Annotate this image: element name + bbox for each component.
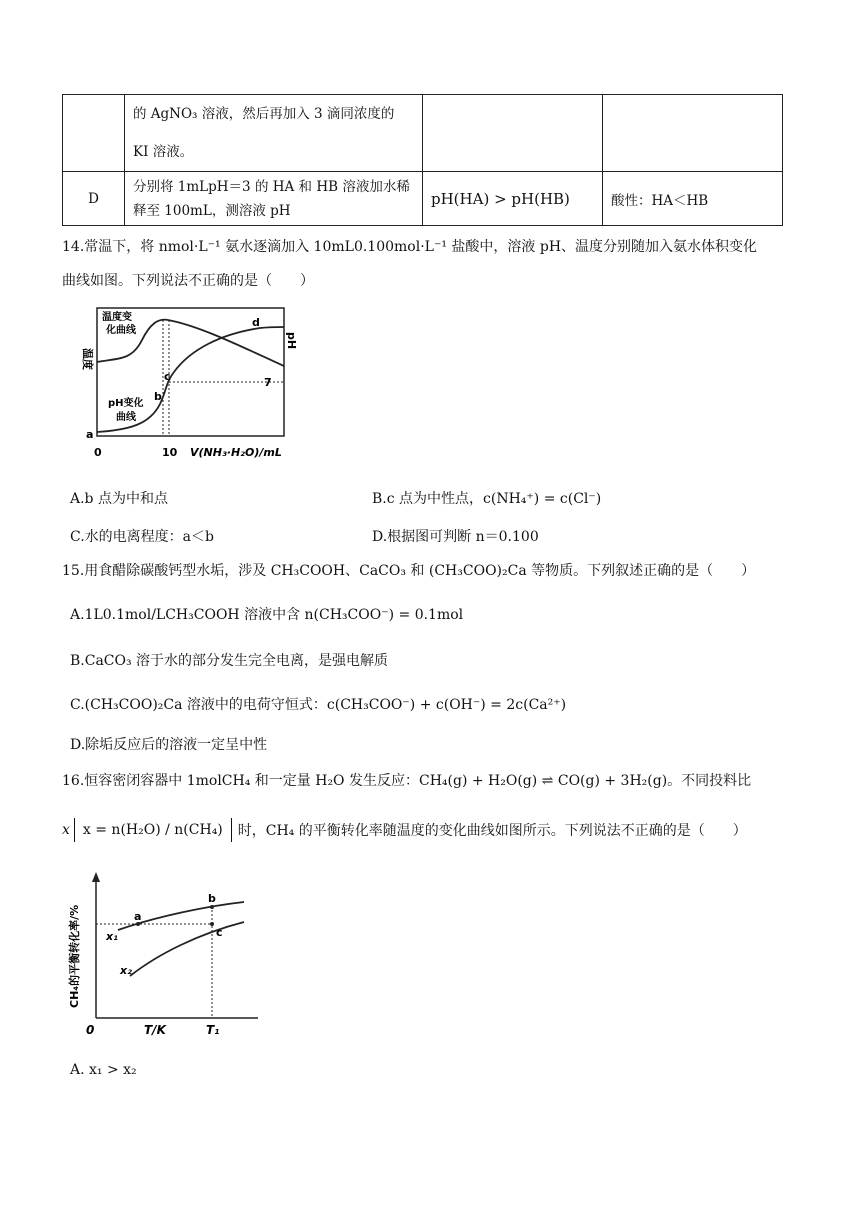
- temp-curve-label: 化曲线: [106, 325, 136, 336]
- conclusion-cell: 酸性：HA＜HB: [603, 172, 783, 226]
- q14-stem-line2: 曲线如图。下列说法不正确的是（ ）: [62, 273, 314, 289]
- point-b: [210, 905, 214, 909]
- q16-option-a: A. x₁ > x₂: [70, 1062, 137, 1078]
- q14-option-a: A.b 点为中和点: [70, 491, 168, 507]
- right-axis-label: pH: [285, 332, 298, 350]
- operation-line: 分别将 1mLpH＝3 的 HA 和 HB 溶液加水稀: [133, 178, 410, 195]
- t1-label: T₁: [206, 1023, 220, 1037]
- series-label-x1: x₁: [106, 930, 118, 943]
- operation-line: 的 AgNO₃ 溶液，然后再加入 3 滴同浓度的: [133, 106, 395, 122]
- q16-conversion-figure: [68, 868, 268, 1044]
- table-row: [63, 95, 783, 172]
- q14-option-c: C.水的电离程度：a＜b: [70, 529, 214, 545]
- q15-option-d: D.除垢反应后的溶液一定呈中性: [70, 737, 268, 753]
- variable-x: x: [62, 822, 70, 838]
- x-axis-label: T/K: [144, 1023, 166, 1037]
- q15-option-b: B.CaCO₃ 溶于水的部分发生完全电离，是强电解质: [70, 653, 389, 669]
- point-c: [210, 922, 214, 926]
- q15-option-c: C.(CH₃COO)₂Ca 溶液中的电荷守恒式：c(CH₃COO⁻) + c(OH⁻) = 2c(Ca²⁺): [70, 697, 567, 713]
- y-axis-label: CH₄的平衡转化率/%: [68, 904, 81, 1008]
- y-axis-arrow: [92, 872, 100, 882]
- q14-stem-line1: 14.常温下，将 nmol·L⁻¹ 氨水逐滴加入 10mL0.100mol·L⁻¹ 盐酸中，溶液 pH、温度分别随加入氨水体积变化: [62, 239, 758, 255]
- tick-label-7: 7: [264, 376, 272, 389]
- origin-label: 0: [86, 1023, 95, 1037]
- conclusion-cell: [603, 95, 783, 172]
- row-label: D: [63, 172, 125, 226]
- x-tick-0: 0: [94, 446, 102, 459]
- point-label-c: c: [164, 370, 171, 383]
- result-cell: pH(HA) > pH(HB): [423, 172, 603, 226]
- point-label-a: a: [134, 910, 142, 923]
- point-label-c: c: [216, 926, 223, 939]
- experiment-table: [62, 94, 783, 226]
- point-label-b: b: [208, 892, 216, 905]
- series-label-x2: x₂: [120, 964, 132, 977]
- q16-stem-line2: [62, 818, 747, 842]
- row-label: [63, 95, 125, 172]
- point-label-d: d: [252, 316, 260, 329]
- q14-option-d: D.根据图可判断 n＝0.100: [372, 529, 539, 545]
- temp-curve-label: 温度变: [102, 312, 132, 323]
- x-axis-label: V(NH₃·H₂O)/mL: [190, 446, 282, 459]
- point-label-a: a: [86, 428, 94, 441]
- table-row: [63, 172, 783, 226]
- q14-titration-figure: [80, 300, 320, 468]
- left-axis-label: 温度: [81, 348, 94, 370]
- ratio-formula: x = n(H₂O) / n(CH₄): [74, 818, 232, 842]
- ph-curve-label: pH变化: [108, 398, 144, 409]
- curve-x2: [130, 922, 244, 976]
- point-label-b: b: [154, 390, 162, 403]
- q15-stem: 15.用食醋除碳酸钙型水垢，涉及 CH₃COOH、CaCO₃ 和 (CH₃COO)₂Ca 等物质。下列叙述正确的是（ ）: [62, 563, 756, 579]
- ph-curve-label: 曲线: [116, 412, 136, 423]
- result-cell: [423, 95, 603, 172]
- operation-line: 释至 100mL，测溶液 pH: [133, 202, 291, 219]
- q16-stem-tail: 时，CH₄ 的平衡转化率随温度的变化曲线如图所示。下列说法不正确的是（ ）: [237, 823, 747, 839]
- q16-stem-line1: 16.恒容密闭容器中 1molCH₄ 和一定量 H₂O 发生反应：CH₄(g) + H₂O(g) ⇌ CO(g) + 3H₂(g)。不同投料比: [62, 773, 752, 789]
- operation-line: KI 溶液。: [133, 144, 194, 160]
- q14-option-b: B.c 点为中性点，c(NH₄⁺) = c(Cl⁻): [372, 491, 602, 507]
- operation-cell: [125, 95, 423, 172]
- operation-cell: [125, 172, 423, 226]
- q15-option-a: A.1L0.1mol/LCH₃COOH 溶液中含 n(CH₃COO⁻) = 0.1mol: [70, 607, 464, 623]
- x-tick-10: 10: [162, 446, 178, 459]
